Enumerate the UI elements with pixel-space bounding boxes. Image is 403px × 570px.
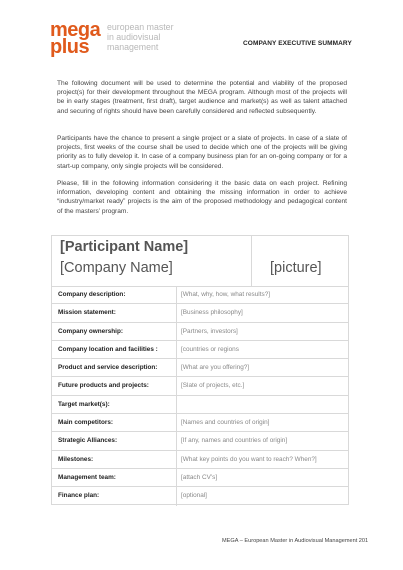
form-row-management-team [52,469,348,487]
row-label: Mission statement: [58,309,116,317]
column-divider [176,323,177,340]
row-label: Product and service description: [58,364,158,372]
participant-name-field[interactable]: [Participant Name] [60,239,189,255]
row-value-field[interactable]: [Business philosophy] [181,309,243,317]
column-divider [176,377,177,394]
column-divider [176,432,177,449]
column-divider [176,304,177,321]
row-value-field[interactable]: [What are you offering?] [181,364,250,372]
logo-plus-text: plus [50,36,90,58]
row-value-field[interactable]: [What key points do you want to reach? When?] [181,455,317,463]
intro-paragraph: The following document will be used to determine the potential and viability of the proposed project(s) for their development throughout the MEGA program. Although most of the projects will be in early stages (treatment, first draft), target audience and market(s) as well as talent attached and securing of rights should have been carefully considered and reflected subsequently. [57,79,347,115]
form-row-target-markets [52,396,348,414]
executive-summary-form [51,235,349,505]
page-footer: MEGA – European Master in Audiovisual Management 201 [222,538,369,544]
form-row-company-description [52,286,348,304]
form-row-company-ownership [52,323,348,341]
form-rows [52,286,348,506]
form-row-mission-statement [52,304,348,322]
row-label: Company ownership: [58,327,123,335]
row-label: Milestones: [58,455,94,463]
row-label: Main competitors: [58,419,114,427]
row-value-field[interactable]: [Slate of projects, etc.] [181,382,245,390]
company-name-field[interactable]: [Company Name] [60,260,173,276]
row-value-field[interactable]: [Names and countries of origin] [181,419,270,427]
row-label: Company location and facilities : [58,345,158,353]
form-header [52,236,348,287]
slate-paragraph: Participants have the chance to present a single project or a slate of projects. In case of a slate of projects, first weeks of the course shall be used to decide which one of the projects will be giving priority as to fully develop it. In case of a company business plan for an on-going company or for a start-up company, only single projects will be considered. [57,134,347,170]
row-label: Management team: [58,473,116,481]
logo-mega-text: mega [50,19,101,41]
form-row-product-description [52,359,348,377]
row-label: Finance plan: [58,492,100,500]
form-row-strategic-alliances [52,432,348,450]
form-row-main-competitors [52,414,348,432]
row-value-field[interactable]: [What, why, how, what results?] [181,291,271,298]
document-title: COMPANY EXECUTIVE SUMMARY [243,40,352,47]
picture-placeholder[interactable]: [picture] [270,260,322,276]
column-divider [176,396,177,413]
row-value-field[interactable]: [optional] [181,492,207,500]
row-value-field[interactable]: [attach CV’s] [181,473,218,481]
row-label: Future products and projects: [58,382,149,390]
row-label: Company description: [58,291,126,298]
row-value-field[interactable]: [Partners, investors] [181,327,238,335]
logo-subtitle [107,22,174,52]
column-divider [176,286,177,303]
form-row-milestones [52,451,348,469]
row-value-field[interactable]: [If any, names and countries of origin] [181,437,288,445]
logo-subtitle-line: in audiovisual [107,32,161,42]
column-divider [176,359,177,376]
form-row-future-products [52,377,348,395]
column-divider [176,414,177,431]
column-divider [176,487,177,505]
instructions-paragraph: Please, fill in the following information considering it the basic data on each project. Refining information, developing content and obtaining the missing information in order to achieve “industry/market ready” projects is the aim of the proposed methodology and pedagogical content of the masters’ program. [57,179,347,215]
logo-subtitle-line: european master [107,22,174,32]
row-label: Target market(s): [58,400,110,408]
logo-subtitle-line: management [107,42,159,52]
form-row-finance-plan [52,487,348,505]
column-divider [176,451,177,468]
row-label: Strategic Alliances: [58,437,118,445]
row-value-field[interactable]: [countries or regions [181,345,239,353]
mega-plus-logo [50,19,190,58]
header-divider [251,236,252,286]
column-divider [176,469,177,486]
form-row-company-location [52,341,348,359]
column-divider [176,341,177,358]
